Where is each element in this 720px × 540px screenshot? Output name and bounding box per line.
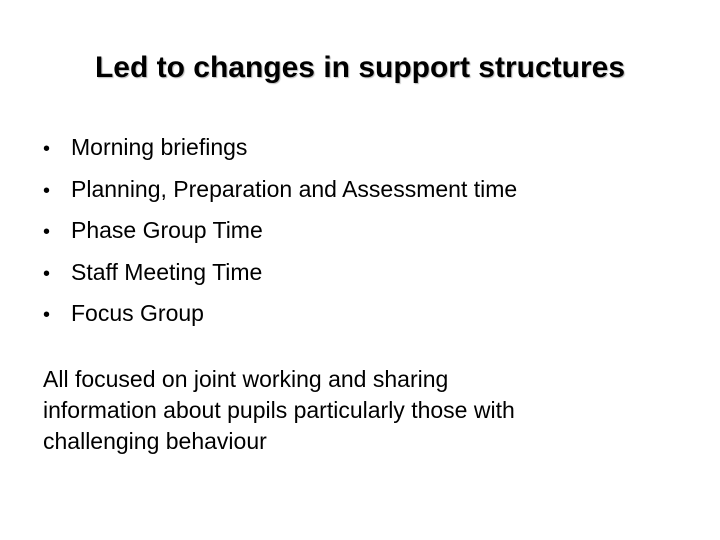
bullet-icon: • bbox=[43, 138, 51, 160]
bullet-item bbox=[43, 253, 517, 295]
bullet-icon: • bbox=[43, 221, 51, 243]
bullet-icon: • bbox=[43, 304, 51, 326]
bullet-icon: • bbox=[43, 179, 51, 202]
bullet-text: Morning briefings bbox=[71, 134, 248, 160]
summary-line: information about pupils particularly those with bbox=[43, 397, 515, 423]
summary-line: All focused on joint working and sharing bbox=[43, 366, 449, 392]
bullet-text: Phase Group Time bbox=[71, 217, 263, 243]
bullet-icon: • bbox=[43, 262, 51, 285]
bullet-item bbox=[43, 294, 517, 336]
summary-paragraph bbox=[43, 364, 663, 457]
bullet-text: Planning, Preparation and Assessment time bbox=[71, 175, 518, 202]
bullet-item bbox=[43, 128, 517, 170]
bullet-text: Staff Meeting Time bbox=[71, 258, 263, 285]
bullet-item bbox=[43, 211, 517, 253]
bullet-list bbox=[43, 128, 517, 336]
summary-line: challenging behaviour bbox=[43, 428, 267, 454]
bullet-item bbox=[43, 170, 517, 212]
slide-title: Led to changes in support structures bbox=[94, 51, 626, 84]
bullet-text: Focus Group bbox=[71, 300, 204, 326]
